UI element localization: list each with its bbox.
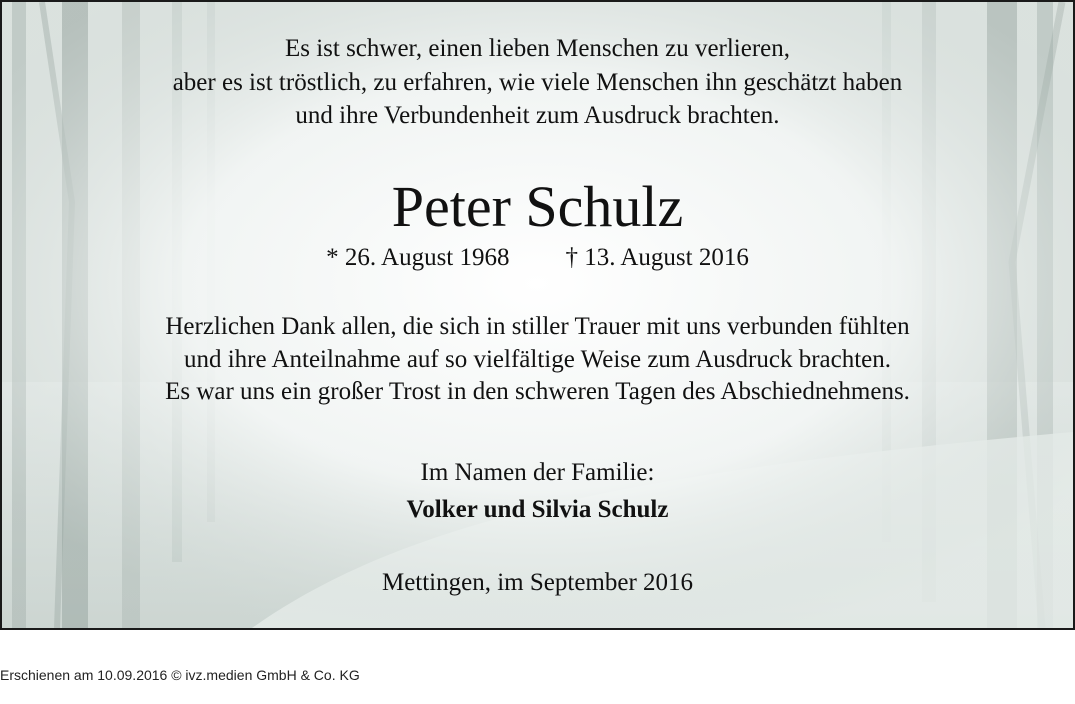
publication-footer: Erschienen am 10.09.2016 © ivz.medien GmbH & Co. KG: [0, 667, 360, 683]
notice-text: [2, 2, 1073, 628]
life-dates: [2, 242, 1073, 274]
death-date: † 13. August 2016: [565, 244, 749, 271]
verse-line: aber es ist tröstlich, zu erfahren, wie viele Menschen ihn geschätzt haben: [172, 69, 903, 96]
thanks-line: und ihre Anteilnahme auf so vielfältige Weise zum Ausdruck brachten.: [183, 346, 892, 373]
deceased-name: Peter Schulz: [391, 174, 684, 239]
thanks-line: Herzlichen Dank allen, die sich in stiller Trauer mit uns verbunden fühlten: [165, 313, 910, 340]
family-signoff: Im Namen der Familie:: [420, 459, 655, 486]
verse-line: und ihre Verbundenheit zum Ausdruck brachten.: [295, 102, 780, 129]
family-names: Volker und Silvia Schulz: [406, 496, 669, 523]
place-and-date: Mettingen, im September 2016: [381, 569, 694, 596]
thanks-line: Es war uns ein großer Trost in den schweren Tagen des Abschiednehmens.: [165, 378, 910, 405]
verse-line: Es ist schwer, einen lieben Menschen zu verlieren,: [284, 35, 791, 62]
birth-date: * 26. August 1968: [326, 244, 510, 271]
